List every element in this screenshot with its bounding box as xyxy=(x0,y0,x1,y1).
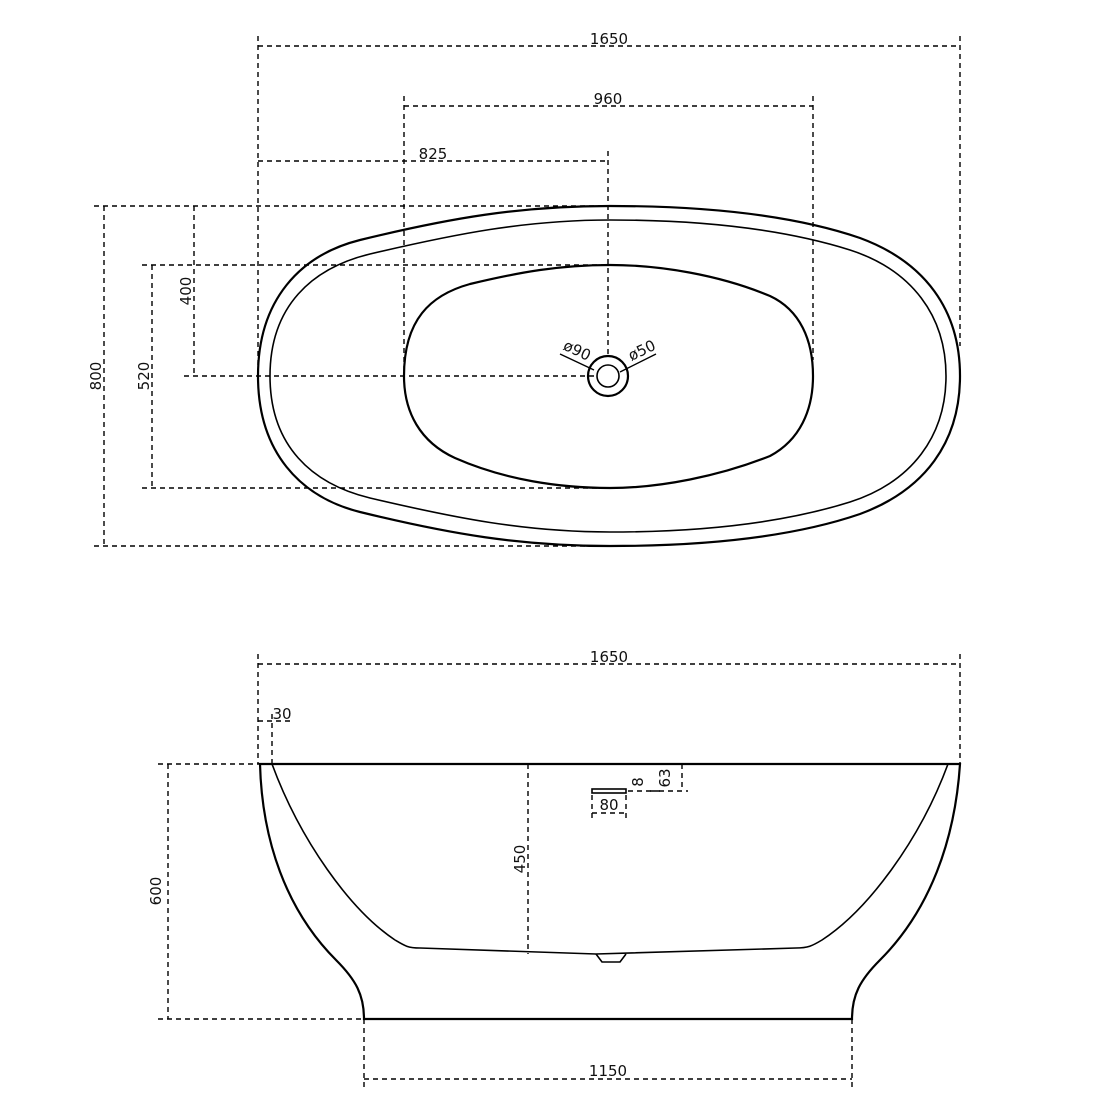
dim-label-30: 30 xyxy=(272,705,292,723)
dim-label-520: 520 xyxy=(135,361,153,391)
top-view xyxy=(87,30,960,546)
dim-label-1150: 1150 xyxy=(588,1062,628,1080)
dim-label-800: 800 xyxy=(87,361,105,391)
dim-label-top-1650: 1650 xyxy=(589,30,629,48)
dim-label-8: 8 xyxy=(629,777,647,787)
dim-label-825: 825 xyxy=(418,145,448,163)
dim-label-400: 400 xyxy=(177,276,195,306)
drain-inner xyxy=(597,365,619,387)
overflow-slot xyxy=(592,789,626,793)
dim-label-80: 80 xyxy=(599,796,619,814)
side-view xyxy=(147,648,960,1087)
tub-outer-rim xyxy=(258,206,960,546)
dim-label-side-1650: 1650 xyxy=(589,648,629,666)
label-drain-50: ø50 xyxy=(625,336,659,365)
dim-label-960: 960 xyxy=(593,90,623,108)
dim-label-63: 63 xyxy=(656,768,674,788)
tub-inner-rim xyxy=(270,220,946,532)
dim-label-450: 450 xyxy=(511,844,529,874)
label-drain-90: ø90 xyxy=(560,336,594,365)
dim-label-600: 600 xyxy=(147,876,165,906)
drain-side xyxy=(596,954,626,962)
